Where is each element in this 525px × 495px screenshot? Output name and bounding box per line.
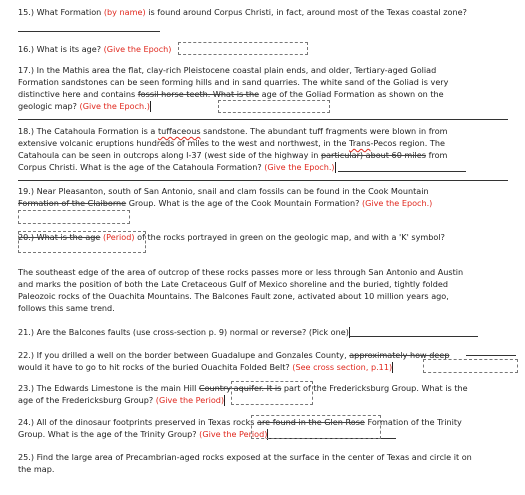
q19-hint: (Give the Epoch.) xyxy=(361,198,433,208)
q23-line-1: 23.) The Edwards Limestone is the main Hill Country aquifer. It is part of the Fredericksburg Group. What is the xyxy=(18,383,468,393)
para-line-3: Paleozoic rocks of the Ouachita Mountains. The Balcones Fault zone, activated about 10 million years ago, xyxy=(18,291,449,301)
q17-hint: (Give the Epoch.) xyxy=(79,101,150,111)
question-18 xyxy=(18,125,506,173)
q17-line-1: 17.) In the Mathis area the flat, clay-rich Pleistocene coastal plain ends, and older, Tertiary-aged Goliad xyxy=(18,65,437,75)
q22-line-1: 22.) If you drilled a well on the border between Guadalupe and Gonzales County, approximately how deep xyxy=(18,350,450,360)
q22-overflow-line xyxy=(466,355,516,356)
q18-spellcheck-word: tuffaceous xyxy=(157,126,201,136)
q25-line-1: 25.) Find the large area of Precambrian-aged rocks exposed at the surface in the center of Texas and circle it on xyxy=(18,452,472,462)
q22-answer-box[interactable] xyxy=(423,359,518,373)
q20-struck-text: 20.) What is the age xyxy=(18,232,101,242)
question-21 xyxy=(18,326,506,338)
divider-18-19 xyxy=(18,180,508,181)
q24-answer-box[interactable] xyxy=(251,415,381,439)
question-19 xyxy=(18,185,506,209)
q20-hint: (Period) xyxy=(103,232,135,242)
q22-struck-text: approximately how deep xyxy=(349,350,450,360)
q23-line-2: age of the Fredericksburg Group? (Give the Period) xyxy=(18,395,225,405)
q24-struck-text: are found in the Glen Rose xyxy=(257,417,365,427)
q15-text-a: 15.) What Formation xyxy=(18,7,104,17)
q15-hint: (by name) xyxy=(103,7,146,17)
q18-struck-text: particular) about 60 miles xyxy=(320,150,427,160)
question-25 xyxy=(18,451,506,475)
question-15 xyxy=(18,6,506,18)
q21-text: 21.) Are the Balcones faults (use cross-section p. 9) normal or reverse? (Pick one) xyxy=(18,327,349,337)
q20-text: of the rocks portrayed in green on the geologic map, and with a 'K' symbol? xyxy=(134,232,445,242)
q15-text-b: is found around Corpus Christi, in fact, around most of the Texas coastal zone? xyxy=(145,7,467,17)
q16-text: 16.) What is its age? xyxy=(18,44,104,54)
q22-text-cursor xyxy=(392,362,393,373)
q22-line-2: would it have to go to hit rocks of the buried Ouachita Folded Belt? (See cross section, p.11) xyxy=(18,362,393,372)
para-line-1: The southeast edge of the area of outcrop of these rocks passes more or less through San Antonio and Austin xyxy=(18,267,464,277)
worksheet-page xyxy=(8,0,518,495)
q16-hint: (Give the Epoch) xyxy=(103,44,172,54)
q19-line-1: 19.) Near Pleasanton, south of San Antonio, snail and clam fossils can be found in the Cook Mountain xyxy=(18,186,429,196)
q17-answer-box[interactable] xyxy=(218,100,330,113)
q19-line-2: Formation of the Claiborne Group. What is the age of the Cook Mountain Formation? (Give the Epoch.) xyxy=(18,198,433,208)
q23-hint: (Give the Period) xyxy=(155,395,225,405)
q18-spellcheck-word-2: Trans xyxy=(349,138,371,148)
q24-line-1: 24.) All of the dinosaur footprints preserved in Texas rocks are found in the Glen Rose Formation of the Trinity xyxy=(18,417,462,427)
q17-text-cursor xyxy=(150,101,151,112)
divider-17-18 xyxy=(18,119,508,120)
balcones-paragraph xyxy=(18,266,506,314)
q17-line-2: Formation sandstones can be seen forming hills and in sand quarries. The white sand of the Goliad is very xyxy=(18,77,449,87)
q23-text-cursor xyxy=(224,395,225,406)
q24-line-2: Group. What is the age of the Trinity Group? (Give the Period) xyxy=(18,428,506,440)
q19-answer-box[interactable] xyxy=(18,210,130,224)
q18-line-2: extensive volcanic eruptions hundreds of miles to the west and northwest, in the Trans-Pecos region. The xyxy=(18,138,445,148)
para-line-2: and marks the position of both the Late Cretaceous Gulf of Mexico shoreline and the buried, tightly folded xyxy=(18,279,448,289)
q23-answer-box[interactable] xyxy=(231,381,313,405)
q18-line-4: Corpus Christi. What is the age of the Catahoula Formation? (Give the Epoch.) xyxy=(18,161,506,173)
q18-hint: (Give the Epoch.) xyxy=(264,162,335,172)
q17-line-4: geologic map? (Give the Epoch.) xyxy=(18,101,150,111)
q18-line-3: Catahoula can be seen in outcrops along I-37 (west side of the highway in particular) about 60 miles from xyxy=(18,150,448,160)
q15-answer-line[interactable] xyxy=(18,31,160,32)
q20-answer-box[interactable] xyxy=(18,231,146,253)
q25-line-2: the map. xyxy=(18,464,55,474)
q24-hint: (Give the Period) xyxy=(199,429,268,439)
q16-answer-box[interactable] xyxy=(178,42,308,55)
q18-text-cursor xyxy=(335,162,336,173)
q17-struck-text: fossil horse teeth. What is the xyxy=(137,89,260,99)
q23-struck-text: Country aquifer. It is xyxy=(198,383,282,393)
q17-line-3: distinctive here and contains fossil horse teeth. What is the age of the Goliad Formation as shown on the xyxy=(18,89,444,99)
question-16 xyxy=(18,42,506,55)
para-line-4: follows this same trend. xyxy=(18,303,115,313)
q18-answer-line[interactable] xyxy=(338,161,466,172)
q19-struck-text: Formation of the Claiborne xyxy=(18,198,127,208)
q22-hint: (See cross section, p.11) xyxy=(292,362,393,372)
q21-answer-line[interactable] xyxy=(350,326,478,337)
q18-line-1: 18.) The Catahoula Formation is a tuffaceous sandstone. The abundant tuff fragments were blown in from xyxy=(18,126,448,136)
